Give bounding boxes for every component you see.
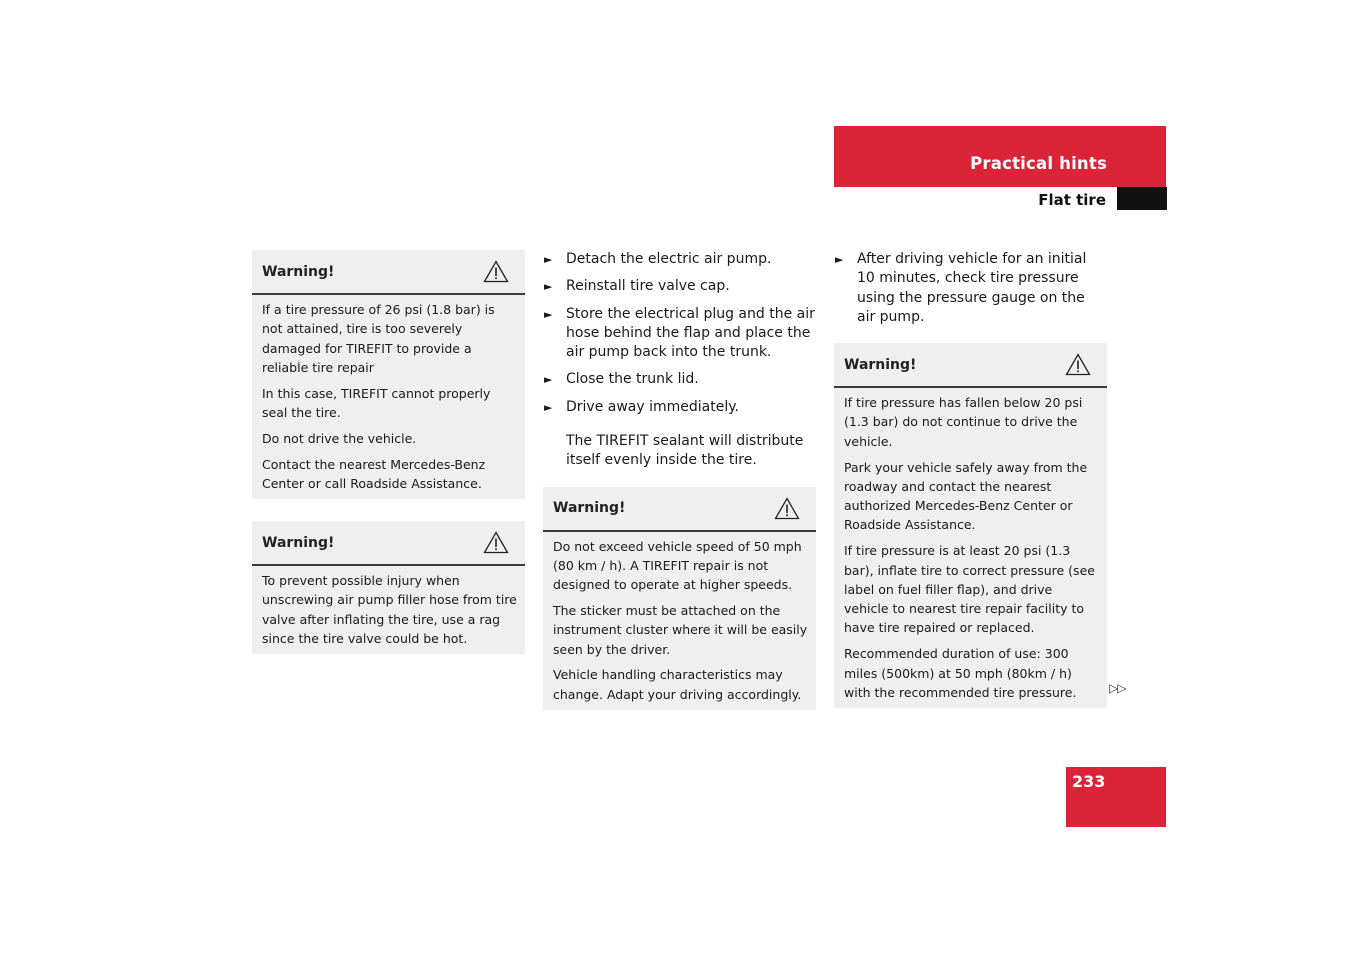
warning-paragraph: If tire pressure is at least 20 psi (1.3 bar), inflate tire to correct pressure (see label on fuel filler flap), and drive vehicle to nearest tire repair facility to have tire repaired or replaced.: [844, 543, 1095, 636]
step-list: [543, 250, 816, 417]
warning-header: [252, 521, 525, 566]
warning-box: [252, 521, 525, 654]
warning-paragraph: In this case, TIREFIT cannot properly seal the tire.: [262, 385, 491, 420]
subsection-title: Flat tire: [1038, 191, 1106, 209]
warning-title: Warning!: [553, 500, 626, 517]
warning-paragraph: If a tire pressure of 26 psi (1.8 bar) is not attained, tire is too severely damaged for TIREFIT to provide a reliable tire repair: [262, 302, 495, 375]
step-text: Reinstall tire valve cap.: [566, 278, 730, 295]
bullet-arrow-icon: ►: [544, 400, 553, 414]
bullet-arrow-icon: ►: [544, 307, 553, 321]
step-item: [543, 398, 816, 417]
page-number-box: [1066, 767, 1166, 827]
warning-body: [252, 295, 525, 499]
warning-triangle-icon: [483, 260, 509, 283]
subsection-marker: [1117, 187, 1167, 210]
warning-body: [252, 566, 525, 654]
header-section-bar: [834, 126, 1166, 187]
step-text: Close the trunk lid.: [566, 371, 699, 388]
step-note: The TIREFIT sealant will distribute itself evenly inside the tire.: [566, 433, 804, 469]
warning-paragraph: Do not drive the vehicle.: [262, 430, 417, 446]
warning-paragraph: To prevent possible injury when unscrewing air pump filler hose from tire valve after inflating the tire, use a rag since the tire valve could be hot.: [262, 573, 517, 647]
bullet-arrow-icon: ►: [835, 253, 844, 266]
column-1: [252, 250, 525, 676]
step-list: [834, 250, 1107, 327]
step-item: [543, 277, 816, 296]
step-item: [543, 250, 816, 269]
warning-paragraph: If tire pressure has fallen below 20 psi (1.3 bar) do not continue to drive the vehicle.: [844, 395, 1083, 449]
bullet-arrow-icon: ►: [544, 280, 553, 294]
warning-title: Warning!: [262, 263, 335, 280]
warning-box: [252, 250, 525, 499]
bullet-arrow-icon: ►: [544, 373, 553, 387]
bullet-arrow-icon: ►: [544, 253, 553, 266]
warning-body: [834, 388, 1107, 708]
column-3: [834, 250, 1107, 730]
step-text: After driving vehicle for an initial 10 minutes, check tire pressure using the pressure gauge on the air pump.: [857, 251, 1087, 325]
step-text: Detach the electric air pump.: [566, 251, 772, 267]
warning-paragraph: The sticker must be attached on the instrument cluster where it will be easily seen by the driver.: [553, 603, 808, 657]
warning-paragraph: Park your vehicle safely away from the roadway and contact the nearest authorized Mercedes-Benz Center or Roadside Assistance.: [844, 459, 1088, 533]
page-number: 233: [1072, 772, 1106, 791]
warning-box: [834, 343, 1107, 708]
warning-header: [834, 343, 1107, 388]
warning-triangle-icon: [1065, 353, 1091, 376]
step-text: Drive away immediately.: [566, 398, 739, 415]
section-title: Practical hints: [970, 154, 1107, 173]
warning-title: Warning!: [262, 534, 335, 551]
column-2: [543, 250, 816, 732]
warning-paragraph: Vehicle handling characteristics may change. Adapt your driving accordingly.: [553, 667, 802, 702]
warning-triangle-icon: [483, 531, 509, 554]
warning-box: [543, 487, 816, 710]
warning-paragraph: Recommended duration of use: 300 miles (500km) at 50 mph (80km / h) with the recommended tire pressure.: [844, 646, 1077, 700]
warning-triangle-icon: [774, 497, 800, 520]
step-item: [543, 305, 816, 363]
step-item: [543, 370, 816, 389]
continued-marker-icon: ▷▷: [1109, 681, 1126, 695]
warning-title: Warning!: [844, 356, 917, 373]
warning-header: [252, 250, 525, 295]
step-text: Store the electrical plug and the air hose behind the flap and place the air pump back into the trunk.: [566, 305, 815, 361]
warning-paragraph: Do not exceed vehicle speed of 50 mph (80 km / h). A TIREFIT repair is not designed to operate at higher speeds.: [553, 538, 802, 593]
warning-paragraph: Contact the nearest Mercedes-Benz Center or call Roadside Assistance.: [262, 456, 486, 491]
warning-header: [543, 487, 816, 532]
warning-body: [543, 532, 816, 710]
step-item: [834, 250, 1107, 327]
